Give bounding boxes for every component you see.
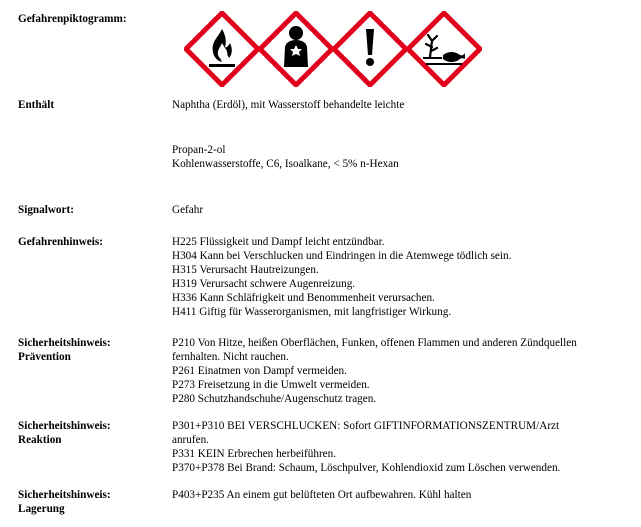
storage-statements — [172, 488, 632, 502]
flame-icon — [184, 11, 260, 87]
storage-label-line2: Lagerung — [18, 503, 65, 515]
contains-line: Kohlenwasserstoffe, C6, Isoalkane, < 5% n-Hexan — [172, 158, 399, 170]
exclamation-mark-icon — [332, 11, 408, 87]
hazard-line: H225 Flüssigkeit und Dampf leicht entzündbar. — [172, 236, 385, 248]
hazard-statements — [172, 235, 632, 319]
reaction-line: P370+P378 Bei Brand: Schaum, Löschpulver, Kohlendioxid zum Löschen verwenden. — [172, 462, 561, 474]
reaction-label-line1: Sicherheitshinweis: — [18, 420, 111, 432]
storage-label-line1: Sicherheitshinweis: — [18, 489, 111, 501]
prevention-statements — [172, 336, 632, 406]
contains-line: Propan-2-ol — [172, 144, 226, 156]
contains-value — [172, 98, 632, 112]
contains-label: Enthält — [18, 99, 55, 111]
signal-word: Gefahr — [172, 204, 204, 216]
prevention-line: P273 Freisetzung in die Umwelt vermeiden. — [172, 379, 370, 391]
pictogram-label: Gefahrenpiktogramm: — [18, 13, 127, 25]
contains-line: Naphtha (Erdöl), mit Wasserstoff behandelte leichte — [172, 99, 405, 111]
prevention-line: fernhalten. Nicht rauchen. — [172, 351, 289, 363]
signal-word-value — [172, 203, 632, 217]
reaction-line: P331 KEIN Erbrechen herbeiführen. — [172, 448, 337, 460]
environment-icon — [406, 11, 482, 87]
hazard-line: H315 Verursacht Hautreizungen. — [172, 264, 319, 276]
prevention-label-line2: Prävention — [18, 351, 71, 363]
reaction-label-line2: Reaktion — [18, 434, 62, 446]
prevention-label-line1: Sicherheitshinweis: — [18, 337, 111, 349]
reaction-label — [18, 419, 111, 447]
prevention-line: P280 Schutzhandschuhe/Augenschutz tragen. — [172, 393, 377, 405]
hazard-statement-label: Gefahrenhinweis: — [18, 236, 103, 248]
prevention-line: P210 Von Hitze, heißen Oberflächen, Funken, offenen Flammen und anderen Zündquellen — [172, 337, 577, 349]
storage-label — [18, 488, 111, 516]
hazard-line: H304 Kann bei Verschlucken und Eindringen in die Atemwege tödlich sein. — [172, 250, 512, 262]
hazard-line: H319 Verursacht schwere Augenreizung. — [172, 278, 356, 290]
health-hazard-icon — [258, 11, 334, 87]
hazard-line: H411 Giftig für Wasserorganismen, mit langfristiger Wirkung. — [172, 306, 452, 318]
prevention-line: P261 Einatmen von Dampf vermeiden. — [172, 365, 347, 377]
reaction-statements — [172, 419, 632, 475]
signal-word-label: Signalwort: — [18, 204, 74, 216]
reaction-line: P301+P310 BEI VERSCHLUCKEN: Sofort GIFTINFORMATIONSZENTRUM/Arzt — [172, 420, 560, 432]
prevention-label — [18, 336, 111, 364]
reaction-line: anrufen. — [172, 434, 209, 446]
contains-value-2 — [172, 143, 632, 171]
storage-line: P403+P235 An einem gut belüfteten Ort aufbewahren. Kühl halten — [172, 489, 472, 501]
hazard-line: H336 Kann Schläfrigkeit und Benommenheit verursachen. — [172, 292, 435, 304]
